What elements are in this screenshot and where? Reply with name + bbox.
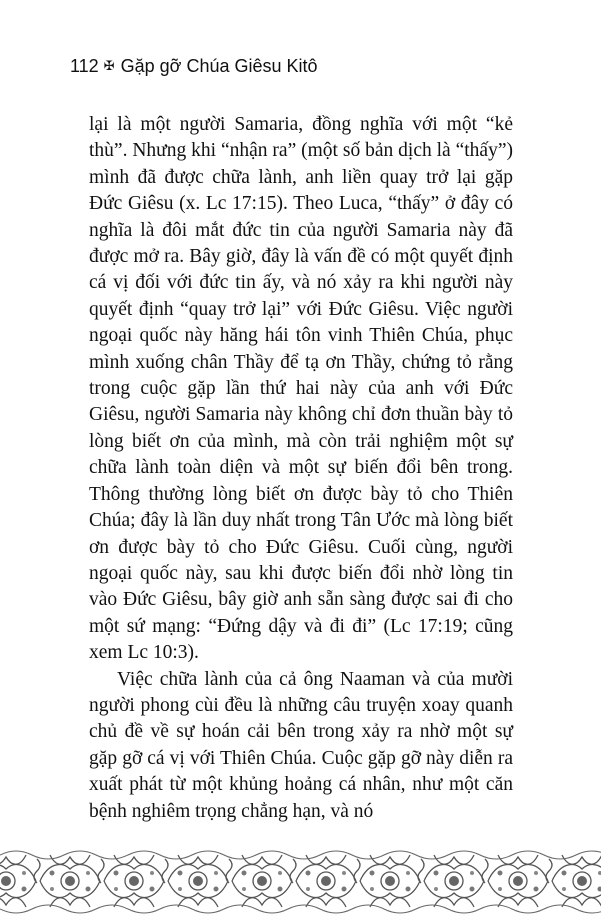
floral-border-icon — [0, 847, 601, 917]
running-header — [70, 54, 318, 78]
maltese-cross-icon: ✠ — [103, 58, 115, 73]
page-number: 112 — [70, 55, 99, 76]
paragraph-new: Việc chữa lành của cả ông Naaman và của mười người phong cùi đều là những câu truyện xoay quanh chủ đề về sự hoán cải bên trong xảy ra nhờ một sự gặp gỡ cá vị với Thiên Chúa. Cuộc gặp gỡ này diễn ra xuất phát từ một khủng hoảng cá nhân, như một căn bệnh nghiêm trọng chẳng hạn, và nó — [89, 668, 513, 822]
book-title: Gặp gỡ Chúa Giêsu Kitô — [120, 55, 318, 76]
page-body — [89, 112, 513, 825]
paragraph-continued: lại là một người Samaria, đồng nghĩa với một “kẻ thù”. Nhưng khi “nhận ra” (một số bản dịch là “thấy”) mình đã được chữa lành, anh liền quay trở lại gặp Đức Giêsu (x. Lc 17:15). Theo Luca, “thấy” ở đây có nghĩa là đôi mắt đức tin của người Samaria này đã được mở ra. Bây giờ, đây là vấn đề có một quyết định cá vị đối với đức tin ấy, và nó xảy ra khi người này quyết định “quay trở lại” với Đức Giêsu. Việc người ngoại quốc này hăng hái tôn vinh Thiên Chúa, phục mình xuống chân Thầy để tạ ơn Thầy, chứng tỏ rằng trong cuộc gặp lần thứ hai này của anh với Đức Giêsu, người Samaria này không chỉ đơn thuần bày tỏ lòng biết ơn của mình, mà còn trải nghiệm một sự chữa lành toàn diện và một sự biến đổi bên trong. Thông thường lòng biết ơn được bày tỏ cho Thiên Chúa; đây là lần duy nhất trong Tân Ước mà lòng biết ơn được bày tỏ cho Đức Giêsu. Cuối cùng, người ngoại quốc này, sau khi được biến đổi nhờ lòng tin vào Đức Giêsu, bây giờ anh sẵn sàng được sai đi cho một sứ mạng: “Đứng dậy và đi đi” (Lc 17:19; cũng xem Lc 10:3). — [89, 114, 513, 664]
